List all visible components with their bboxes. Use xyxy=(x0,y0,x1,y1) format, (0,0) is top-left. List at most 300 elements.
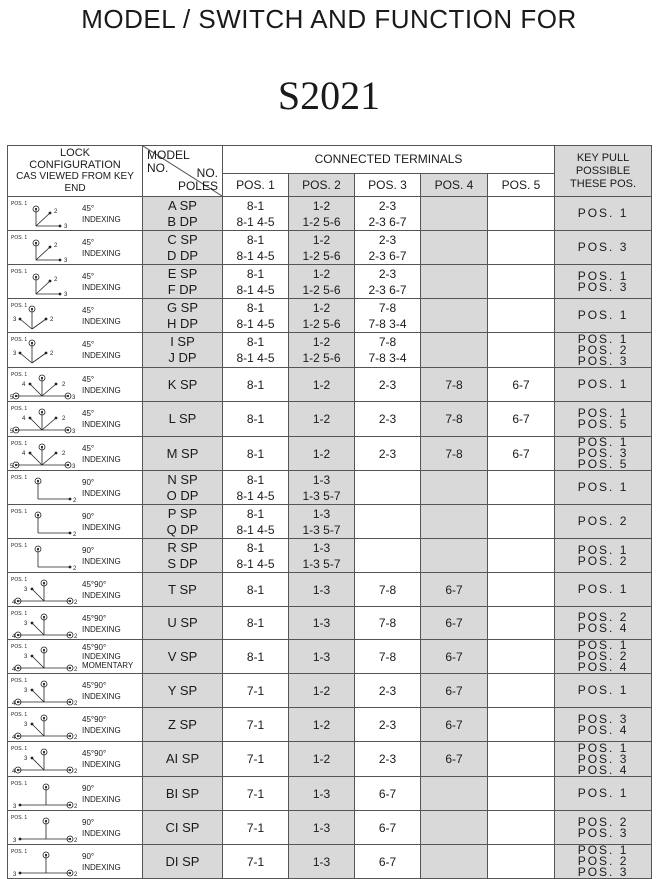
terminal-pair: 8-1 4-5 xyxy=(236,522,275,537)
terminal-pair: 8-1 xyxy=(246,649,265,664)
terminal-dot xyxy=(31,622,34,625)
indexing-label: INDEXING xyxy=(82,317,121,326)
pos5-cell xyxy=(488,505,555,539)
terminal-pair: 1-3 5-7 xyxy=(302,522,341,537)
key-pull-cell xyxy=(555,471,652,505)
terminal-pair: 1-2 5-6 xyxy=(302,351,341,365)
angle-label: 45° xyxy=(82,238,95,247)
pos3-cell xyxy=(355,640,421,674)
key-pull-position: POS. 4 xyxy=(577,762,629,777)
diagram-label: 2 xyxy=(74,872,78,877)
key-pull-cell xyxy=(555,265,652,299)
diagram-label: 4 xyxy=(22,451,26,457)
terminal-pair: 2-3 xyxy=(378,232,397,247)
terminal-dot xyxy=(45,786,47,788)
terminal-dot xyxy=(69,872,71,874)
indexing-label: INDEXING xyxy=(82,351,121,360)
model-code: S DP xyxy=(167,555,198,571)
lock-diagram-w45 xyxy=(10,335,80,365)
model-code: C SP xyxy=(167,231,198,247)
model-cell xyxy=(143,402,223,437)
diagram-label: 5 xyxy=(10,429,14,434)
pos2-cell xyxy=(289,845,355,879)
terminal-pair: 1-2 xyxy=(312,300,331,315)
diagram-label: 3 xyxy=(24,587,28,593)
model-cell xyxy=(143,333,223,368)
diagram-label: 2 xyxy=(74,600,78,605)
poles-no-label: NO. xyxy=(196,166,218,180)
key-pull-cell xyxy=(555,505,652,539)
terminal-pair: 8-1 xyxy=(246,472,265,487)
terminal-dot xyxy=(31,723,34,726)
terminal-dot xyxy=(37,480,39,482)
key-pull-position: POS. 2 xyxy=(577,854,629,868)
terminal-pair: 6-7 xyxy=(445,752,463,766)
pos5-cell xyxy=(488,471,555,505)
diagram-label: POS. 1 xyxy=(11,611,28,617)
pos2-cell xyxy=(289,333,355,368)
pos4-cell xyxy=(421,197,488,231)
diagram-label: POS. 1 xyxy=(11,337,28,343)
model-code: N SP xyxy=(167,471,198,487)
pos4-cell xyxy=(421,777,488,811)
key-path-line xyxy=(42,453,56,465)
model-cell xyxy=(143,539,223,573)
terminal-dot xyxy=(49,246,52,249)
diagram-label: 2 xyxy=(74,769,78,774)
terminal-dot xyxy=(17,735,19,737)
terminal-pair: 1-2 xyxy=(312,335,331,349)
pos2-cell xyxy=(289,299,355,333)
key-pull-cell xyxy=(555,333,652,368)
pos5-cell xyxy=(488,640,555,674)
terminal-pair: 2-3 xyxy=(378,412,397,426)
pos1-cell xyxy=(223,299,289,333)
terminal-dot xyxy=(69,634,71,636)
terminal-pair: 7-8 xyxy=(378,335,397,349)
pos4-cell xyxy=(421,231,488,265)
lock-diagram-m4590 xyxy=(10,744,80,774)
model-cell xyxy=(143,265,223,299)
diagram-label: 3 xyxy=(64,224,68,229)
connected-terminals-header: CONNECTED TERMINALS xyxy=(223,146,555,174)
model-cell xyxy=(143,197,223,231)
terminal-pair: 6-7 xyxy=(445,649,463,664)
terminal-pair: 8-1 xyxy=(246,506,265,521)
terminal-dot xyxy=(43,616,45,618)
terminal-dot xyxy=(19,318,22,321)
indexing-label: INDEXING xyxy=(82,863,121,872)
pos5-cell xyxy=(488,299,555,333)
terminal-pair: 6-7 xyxy=(378,854,397,869)
table-row xyxy=(8,368,652,402)
terminal-pair: 8-1 xyxy=(246,446,265,461)
key-pull-position: POS. 3 xyxy=(577,279,629,294)
pos5-cell xyxy=(488,333,555,368)
terminal-dot xyxy=(17,634,19,636)
model-code: Q DP xyxy=(166,521,199,537)
diagram-label: POS. 1 xyxy=(11,577,28,583)
lock-configuration-cell xyxy=(8,231,143,265)
lock-configuration-cell xyxy=(8,505,143,539)
terminal-pair: 8-1 xyxy=(246,198,265,213)
key-pull-position: POS. 1 xyxy=(577,268,629,283)
pos2-cell xyxy=(289,402,355,437)
lock-configuration-cell xyxy=(8,845,143,879)
model-code: D DP xyxy=(166,247,199,263)
model-code: M SP xyxy=(166,445,199,461)
pos3-cell xyxy=(355,299,421,333)
model-code: J DP xyxy=(168,350,197,365)
lock-diagram-m4590 xyxy=(10,676,80,706)
terminal-dot xyxy=(41,377,43,379)
key-pull-position: POS. 1 xyxy=(577,542,629,557)
terminal-pair: 7-1 xyxy=(246,683,265,698)
angle-label: 45°90° xyxy=(82,749,107,758)
terminal-pair: 1-3 5-7 xyxy=(302,488,341,503)
terminal-pair: 8-1 4-5 xyxy=(236,488,275,503)
terminal-dot xyxy=(37,514,39,516)
table-row xyxy=(8,299,652,333)
key-pull-position: POS. 1 xyxy=(577,786,629,800)
lock-diagram-v45 xyxy=(10,233,80,263)
key-pull-cell xyxy=(555,607,652,640)
terminal-pair: 6-7 xyxy=(378,820,397,835)
pos1-cell xyxy=(223,402,289,437)
terminal-dot xyxy=(45,820,47,822)
pos3-cell xyxy=(355,197,421,231)
terminal-dot xyxy=(35,276,37,278)
terminal-dot xyxy=(31,588,34,591)
pos2-cell xyxy=(289,708,355,742)
diagram-label: 4 xyxy=(12,769,16,774)
diagram-label: POS. 1 xyxy=(11,201,28,207)
terminal-pair: 1-3 xyxy=(312,820,331,835)
pos4-cell xyxy=(421,437,488,471)
diagram-label: 2 xyxy=(74,634,78,639)
indexing-label: INDEXING xyxy=(82,283,121,292)
terminal-dot xyxy=(69,804,71,806)
table-row xyxy=(8,811,652,845)
diagram-label: 3 xyxy=(24,621,28,627)
key-pull-position: POS. 1 xyxy=(577,331,629,346)
terminal-dot xyxy=(49,280,52,283)
pos3-cell xyxy=(355,265,421,299)
pos4-cell xyxy=(421,402,488,437)
terminal-pair: 6-7 xyxy=(445,683,463,698)
key-pull-position: POS. 3 xyxy=(577,711,629,726)
diagram-label: 4 xyxy=(12,634,16,639)
terminal-pair: 2-3 xyxy=(378,683,397,698)
terminal-dot xyxy=(31,308,33,310)
pos3-cell xyxy=(355,811,421,845)
model-code: U SP xyxy=(167,615,198,630)
lock-configuration-header xyxy=(8,146,143,197)
model-code: A SP xyxy=(168,197,197,213)
pos5-cell xyxy=(488,674,555,708)
pos4-cell xyxy=(421,742,488,777)
diagram-label: 3 xyxy=(64,258,68,263)
diagram-label: 4 xyxy=(12,735,16,740)
terminal-pair: 6-7 xyxy=(445,717,463,732)
terminal-pair: 2-3 xyxy=(378,446,397,461)
terminal-pair: 7-8 xyxy=(378,616,397,630)
model-label: MODEL xyxy=(147,148,190,162)
angle-label: 45° xyxy=(82,340,95,349)
terminal-pair: 1-3 xyxy=(312,649,331,664)
lock-configuration-cell xyxy=(8,539,143,573)
model-code: K SP xyxy=(167,376,198,392)
angle-label: 90° xyxy=(82,478,95,487)
pos2-cell xyxy=(289,607,355,640)
terminal-dot xyxy=(29,452,32,455)
terminal-pair: 1-2 xyxy=(312,412,331,426)
diagram-label: 3 xyxy=(24,756,28,762)
diagram-label: 2 xyxy=(74,804,78,809)
pos3-cell xyxy=(355,505,421,539)
terminal-pair: 1-2 5-6 xyxy=(302,282,341,297)
key-pull-position: POS. 4 xyxy=(577,621,629,635)
lock-diagram-f45 xyxy=(10,370,80,400)
pos4-cell xyxy=(421,539,488,573)
terminal-pair: 8-1 4-5 xyxy=(236,282,275,297)
terminal-pair: 1-2 xyxy=(312,198,331,213)
pos3-header: POS. 3 xyxy=(355,173,421,196)
pos5-cell xyxy=(488,437,555,471)
lock-configuration-cell xyxy=(8,368,143,402)
lock-configuration-cell xyxy=(8,708,143,742)
pos3-cell xyxy=(355,471,421,505)
terminal-pair: 8-1 xyxy=(246,616,265,630)
pos3-cell xyxy=(355,402,421,437)
key-pull-cell xyxy=(555,811,652,845)
terminal-pair: 8-1 xyxy=(246,300,265,315)
terminal-pair: 1-2 xyxy=(312,752,331,766)
angle-label: 45° xyxy=(82,375,95,384)
terminal-pair: 8-1 xyxy=(246,412,265,426)
terminal-pair: 8-1 xyxy=(246,335,265,349)
terminal-dot xyxy=(59,225,62,228)
terminal-dot xyxy=(15,395,17,397)
pos2-cell xyxy=(289,640,355,674)
model-poles-header xyxy=(143,146,223,197)
key-pull-cell xyxy=(555,402,652,437)
pos3-cell xyxy=(355,607,421,640)
lock-diagram-t90 xyxy=(10,847,80,877)
key-pull-cell xyxy=(555,299,652,333)
terminal-pair: 2-3 6-7 xyxy=(368,248,407,263)
pos1-cell xyxy=(223,777,289,811)
key-pull-position: POS. 2 xyxy=(577,814,629,829)
indexing-label: INDEXING xyxy=(82,795,121,804)
lock-diagram-m4590 xyxy=(10,642,80,672)
pos2-cell xyxy=(289,539,355,573)
key-path-line xyxy=(32,353,46,363)
diagram-label: POS. 1 xyxy=(11,781,28,787)
key-pull-cell xyxy=(555,197,652,231)
pos1-cell xyxy=(223,471,289,505)
model-code: F DP xyxy=(167,281,198,297)
model-code: BI SP xyxy=(165,785,200,801)
lock-header-line2: CONFIGURATION xyxy=(29,159,121,171)
diagram-label: POS. 1 xyxy=(11,406,28,412)
indexing-label: INDEXING xyxy=(82,215,121,224)
key-pull-position: POS. 3 xyxy=(577,353,629,368)
diagram-label: 3 xyxy=(24,654,28,660)
key-path-line xyxy=(32,724,44,736)
terminal-pair: 7-8 xyxy=(445,446,463,461)
model-code: AI SP xyxy=(165,751,200,766)
terminal-dot xyxy=(19,352,22,355)
lock-configuration-cell xyxy=(8,197,143,231)
lock-configuration-cell xyxy=(8,742,143,777)
table-row xyxy=(8,265,652,299)
terminal-dot xyxy=(43,649,45,651)
pos4-cell xyxy=(421,368,488,402)
no-label: NO. xyxy=(147,161,169,175)
terminal-dot xyxy=(29,383,32,386)
terminal-dot xyxy=(45,318,48,321)
pos4-cell xyxy=(421,505,488,539)
model-number: S2021 xyxy=(277,73,381,118)
terminal-dot xyxy=(55,452,58,455)
angle-label: 45° xyxy=(82,272,95,281)
indexing-label: INDEXING xyxy=(82,557,121,566)
key-pull-position: POS. 3 xyxy=(577,240,629,254)
diagram-label: 2 xyxy=(50,351,54,357)
key-pull-position: POS. 2 xyxy=(577,610,629,624)
diagram-label: 4 xyxy=(12,600,16,605)
terminal-dot xyxy=(43,582,45,584)
lock-diagram-l90 xyxy=(10,473,80,503)
pos4-cell xyxy=(421,299,488,333)
pos4-cell xyxy=(421,674,488,708)
terminal-dot xyxy=(31,655,34,658)
indexing-label: INDEXING xyxy=(82,523,121,532)
key-pull-position: POS. 2 xyxy=(577,553,629,568)
terminal-pair: 8-1 4-5 xyxy=(236,351,275,365)
terminal-pair: 8-1 xyxy=(246,582,265,597)
terminal-dot xyxy=(45,352,48,355)
key-pull-position: POS. 1 xyxy=(577,308,629,322)
key-pull-cell xyxy=(555,231,652,265)
model-cell xyxy=(143,299,223,333)
terminal-pair: 1-3 xyxy=(312,506,331,521)
model-cell xyxy=(143,505,223,539)
key-pull-position: POS. 3 xyxy=(577,751,629,766)
terminal-pair: 6-7 xyxy=(512,377,530,392)
lock-header-line1: LOCK xyxy=(60,147,90,159)
terminal-dot xyxy=(69,735,71,737)
indexing-label: INDEXING xyxy=(82,249,121,258)
angle-label: 45°90° xyxy=(82,580,107,589)
table-row xyxy=(8,742,652,777)
pos5-cell xyxy=(488,742,555,777)
model-code: V SP xyxy=(167,648,198,664)
table-row xyxy=(8,402,652,437)
lock-diagram-m4590 xyxy=(10,609,80,639)
diagram-label: POS. 1 xyxy=(11,475,28,481)
diagram-label: POS. 1 xyxy=(11,509,28,515)
terminal-pair: 1-2 5-6 xyxy=(302,214,341,229)
table-row xyxy=(8,708,652,742)
terminal-pair: 1-2 5-6 xyxy=(302,248,341,263)
pos2-header: POS. 2 xyxy=(289,173,355,196)
diagram-label: 4 xyxy=(22,382,26,388)
pos1-cell xyxy=(223,845,289,879)
model-code: O DP xyxy=(166,487,199,503)
pos5-cell xyxy=(488,811,555,845)
key-pull-position: POS. 1 xyxy=(577,740,629,755)
terminal-dot xyxy=(29,417,32,420)
terminal-dot xyxy=(43,717,45,719)
angle-label: 90° xyxy=(82,852,95,861)
pos5-cell xyxy=(488,265,555,299)
key-pull-line3: THESE POS. xyxy=(570,177,637,190)
indexing-label: INDEXING xyxy=(82,489,121,498)
terminal-pair: 7-8 xyxy=(378,582,397,597)
table-row xyxy=(8,505,652,539)
diagram-label: POS. 1 xyxy=(11,644,28,650)
pos1-header: POS. 1 xyxy=(223,173,289,196)
pos1-cell xyxy=(223,197,289,231)
pos5-cell xyxy=(488,845,555,879)
diagram-label: POS. 1 xyxy=(11,235,28,241)
key-pull-position: POS. 1 xyxy=(577,843,629,857)
terminal-dot xyxy=(15,429,17,431)
pos1-cell xyxy=(223,742,289,777)
diagram-label: 2 xyxy=(74,838,78,843)
terminal-pair: 1-2 xyxy=(312,683,331,698)
terminal-dot xyxy=(59,259,62,262)
pos3-cell xyxy=(355,674,421,708)
table-row xyxy=(8,437,652,471)
pos2-cell xyxy=(289,777,355,811)
diagram-label: POS. 1 xyxy=(11,815,28,821)
terminal-pair: 7-8 xyxy=(445,412,463,426)
pos4-cell xyxy=(421,471,488,505)
key-path-line xyxy=(32,690,44,702)
terminal-pair: 8-1 4-5 xyxy=(236,248,275,263)
model-cell xyxy=(143,811,223,845)
lock-configuration-cell xyxy=(8,607,143,640)
model-code: CI SP xyxy=(165,819,200,835)
key-pull-position: POS. 1 xyxy=(577,638,629,652)
terminal-dot xyxy=(59,293,62,296)
indexing-label: INDEXING xyxy=(82,652,121,661)
terminal-pair: 1-3 xyxy=(312,582,331,597)
diagram-label: 3 xyxy=(13,317,17,323)
terminal-dot xyxy=(19,804,22,807)
angle-label: 45° xyxy=(82,204,95,213)
diagram-label: 4 xyxy=(12,701,16,706)
terminal-pair: 1-3 5-7 xyxy=(302,556,341,571)
indexing-label: INDEXING xyxy=(82,726,121,735)
table-row xyxy=(8,231,652,265)
pos3-cell xyxy=(355,573,421,607)
diagram-label: 3 xyxy=(13,351,17,357)
terminal-dot xyxy=(55,417,58,420)
no-poles-label xyxy=(178,167,218,193)
key-pull-position: POS. 3 xyxy=(577,446,629,460)
switch-function-table xyxy=(7,145,652,879)
terminal-dot xyxy=(17,600,19,602)
key-path-line xyxy=(30,384,42,396)
indexing-label: INDEXING xyxy=(82,760,121,769)
table-row xyxy=(8,845,652,879)
key-path-line xyxy=(32,758,44,770)
model-code: L SP xyxy=(168,411,197,426)
